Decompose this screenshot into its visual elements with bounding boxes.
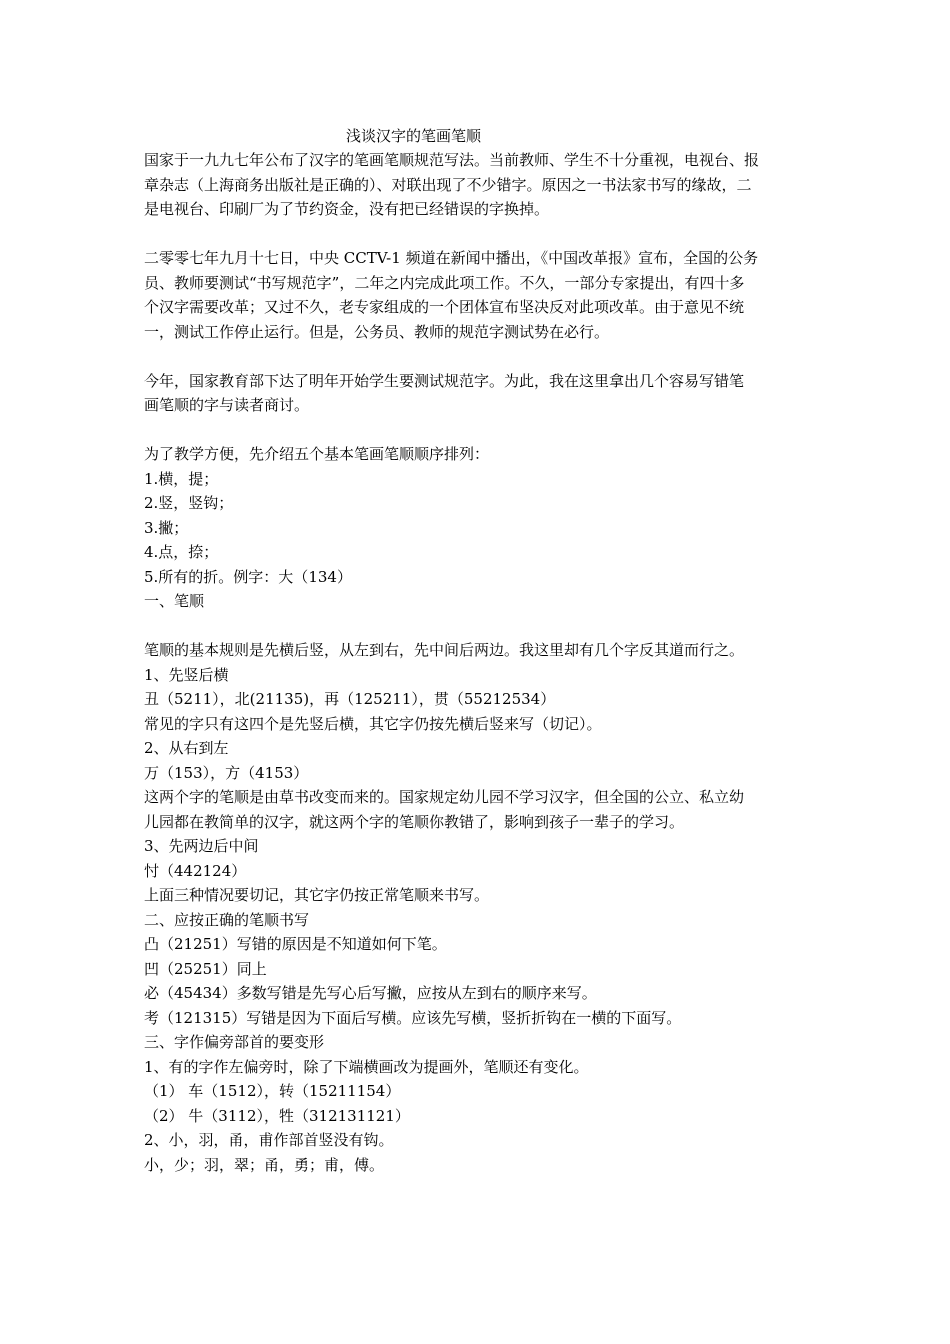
text-line: 2.竖，竖钩；	[144, 494, 234, 512]
text-line: 二、应按正确的笔顺书写	[144, 910, 310, 929]
text-line: 笔顺的基本规则是先横后竖，从左到右，先中间后两边。我这里却有几个字反其道而行之。	[144, 641, 745, 659]
text-line: 个汉字需要改革；又过不久，老专家组成的一个团体宣布坚决反对此项改革。由于意见不统	[144, 298, 745, 316]
text-line: 章杂志（上海商务出版社是正确的）、对联出现了不少错字。原因之一书法家书写的缘故，二	[144, 175, 752, 194]
text-line: 上面三种情况要切记，其它字仍按正常笔顺来书写。	[144, 886, 490, 904]
text-line: 万（153），方（4153）	[144, 763, 309, 782]
text-line: 丑（5211），北(21135)，再（125211），贯（55212534）	[144, 690, 556, 708]
text-line: 小，少；羽，翠；甬，勇；甫，傅。	[144, 1155, 385, 1174]
text-line: 这两个字的笔顺是由草书改变而来的。国家规定幼儿园不学习汉字，但全国的公立、私立幼	[144, 788, 745, 806]
text-line: 今年，国家教育部下达了明年开始学生要测试规范字。为此，我在这里拿出几个容易写错笔	[144, 371, 745, 390]
text-line: （1） 车（1512），转（15211154）	[144, 1082, 401, 1100]
text-line: 2、从右到左	[144, 739, 229, 757]
text-line: 必（45434）多数写错是先写心后写撇，应按从左到右的顺序来写。	[144, 984, 597, 1002]
text-line: 一，测试工作停止运行。但是，公务员、教师的规范字测试势在必行。	[144, 322, 610, 341]
text-line: 为了教学方便，先介绍五个基本笔画笔顺顺序排列：	[144, 445, 490, 463]
document-page	[144, 124, 808, 1177]
text-line: 三、字作偏旁部首的要变形	[144, 1033, 325, 1051]
text-line: 1、有的字作左偏旁时，除了下端横画改为提画外，笔顺还有变化。	[144, 1057, 589, 1076]
text-line: 画笔顺的字与读者商讨。	[144, 396, 310, 414]
text-line: 3、先两边后中间	[144, 837, 259, 855]
text-line: 1.横，提；	[144, 469, 219, 488]
text-line: 常见的字只有这四个是先竖后横，其它字仍按先横后竖来写（切记）。	[144, 714, 602, 733]
text-line: 一、笔顺	[144, 592, 205, 610]
text-line: 2、小，羽，甬，甫作部首竖没有钩。	[144, 1131, 394, 1149]
text-line: 考（121315）写错是因为下面后写横。应该先写横，竖折折钩在一横的下面写。	[144, 1008, 682, 1027]
text-line: 凹（25251）同上	[144, 959, 267, 978]
text-line: 是电视台、印刷厂为了节约资金，没有把已经错误的字换掉。	[144, 200, 550, 218]
text-line: 二零零七年九月十七日，中央 CCTV-1 频道在新闻中播出，《中国改革报》宣布，全国的公务	[144, 249, 759, 267]
document-title: 浅谈汉字的笔画笔顺	[346, 127, 482, 145]
blank-line	[144, 344, 808, 369]
text-line: 4.点，捺；	[144, 543, 219, 561]
text-line: 国家于一九九七年公布了汉字的笔画笔顺规范写法。当前教师、学生不十分重视，电视台、报	[144, 151, 760, 169]
text-line: 凸（21251）写错的原因是不知道如何下笔。	[144, 935, 447, 953]
document-body	[144, 148, 808, 1177]
text-line: 1、先竖后横	[144, 665, 229, 684]
text-line: 儿园都在教简单的汉字，就这两个字的笔顺你教错了，影响到孩子一辈子的学习。	[144, 812, 685, 831]
blank-line	[144, 418, 808, 443]
text-line: 员、教师要测试“书写规范字”，二年之内完成此项工作。不久，一部分专家提出，有四十多	[144, 273, 745, 292]
text-line: 5.所有的折。例字：大（134）	[144, 567, 352, 586]
text-line: 3.撇；	[144, 518, 189, 537]
blank-line	[144, 614, 808, 639]
text-line: 忖（442124）	[144, 861, 247, 880]
blank-line	[144, 222, 808, 247]
text-line: （2） 牛（3112），牲（312131121）	[144, 1106, 410, 1125]
